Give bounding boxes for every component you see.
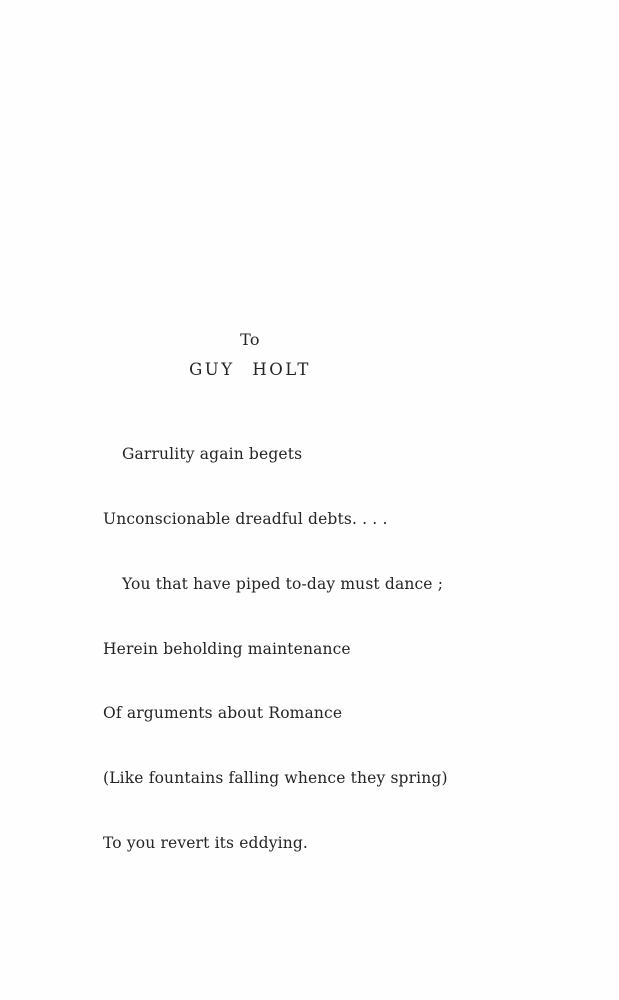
dedicatee-name: GUY HOLT bbox=[189, 360, 311, 379]
poem-line: Garrulity again begets bbox=[122, 445, 303, 464]
poem-line: To you revert its eddying. bbox=[103, 833, 308, 852]
poem-line: Unconscionable dreadful debts. . . . bbox=[103, 509, 388, 528]
poem-line: (Like fountains falling whence they spring) bbox=[103, 769, 448, 788]
poem-line: You that have piped to-day must dance ; bbox=[122, 574, 444, 593]
dedication bbox=[0, 331, 500, 378]
dedication-to-label: To bbox=[240, 330, 260, 349]
dedication-poem bbox=[103, 401, 503, 898]
poem-line: Of arguments about Romance bbox=[103, 704, 343, 723]
poem-line: Herein beholding maintenance bbox=[103, 639, 351, 658]
